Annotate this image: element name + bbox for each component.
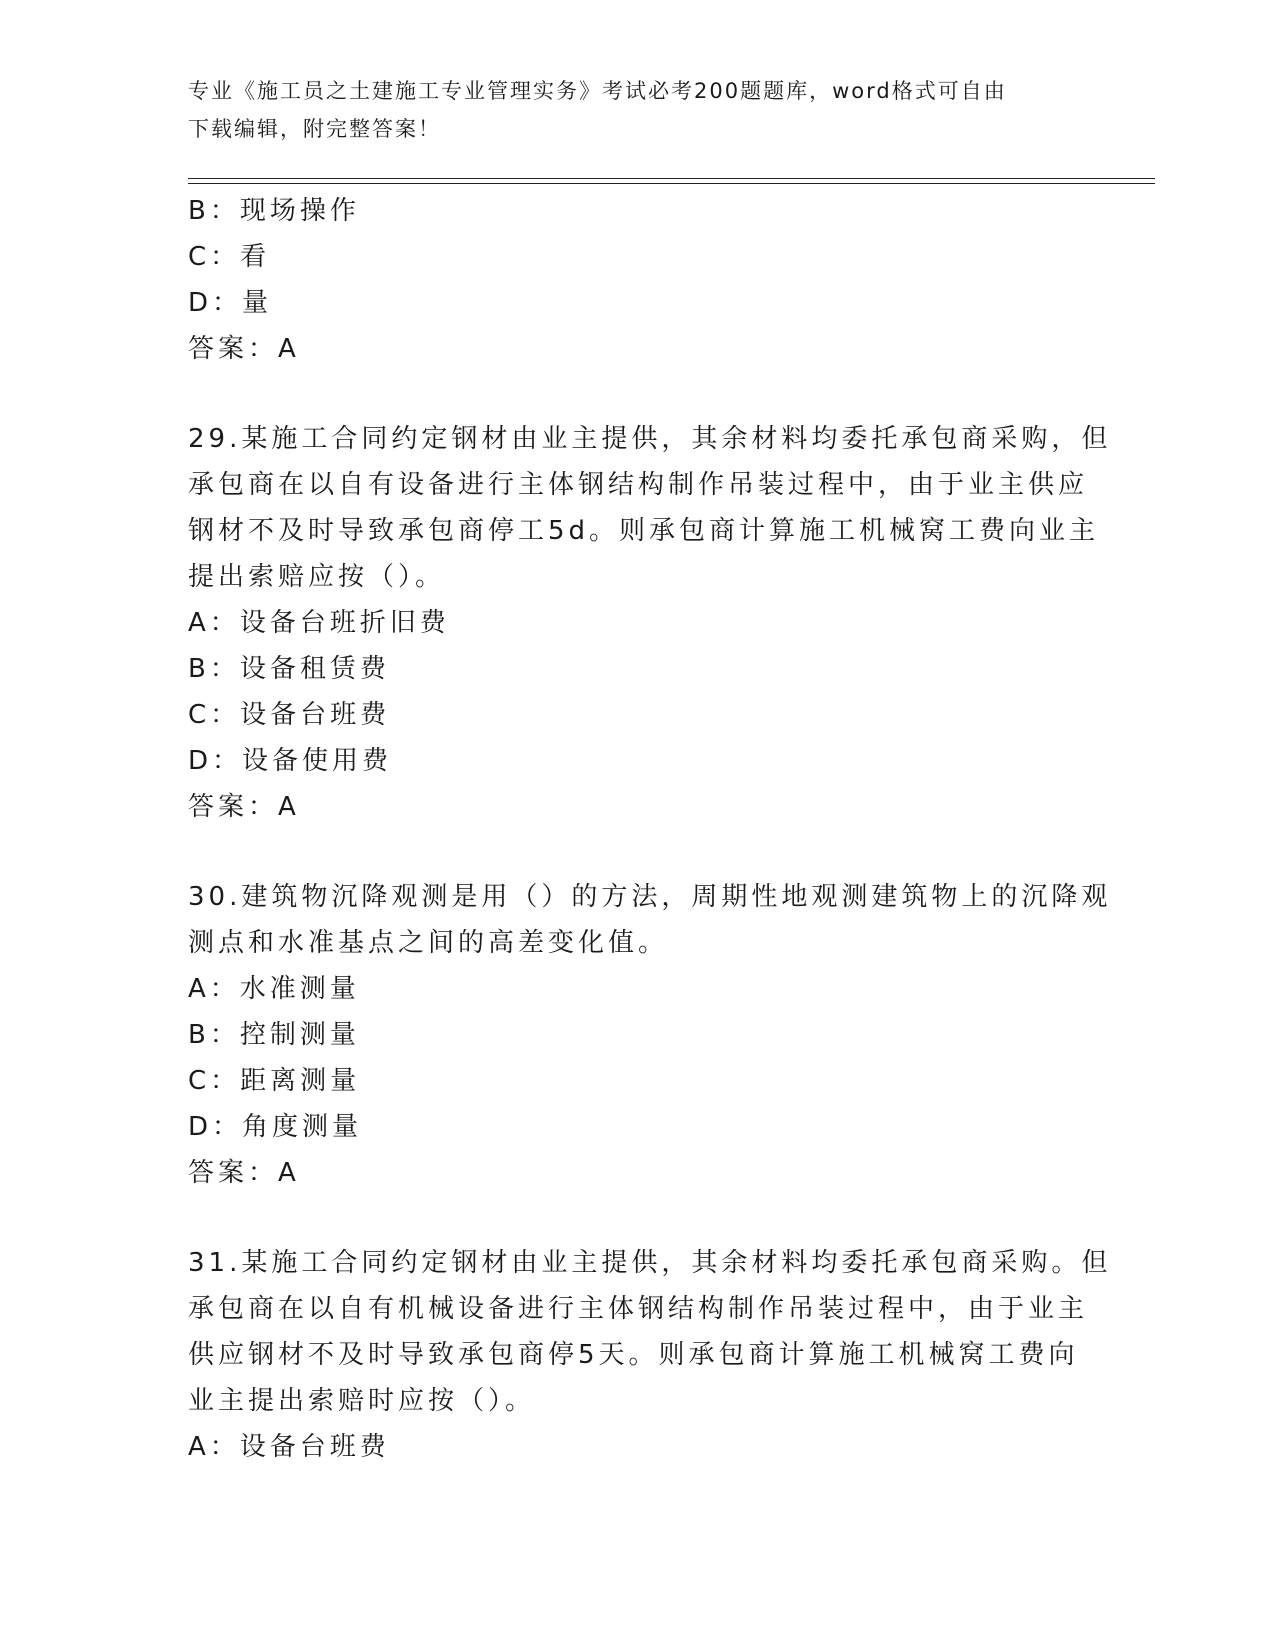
option-a: A：设备台班费: [188, 1432, 390, 1462]
option-b: B：现场操作: [188, 196, 360, 226]
document-header: [188, 72, 1068, 148]
option-c: C：距离测量: [188, 1066, 361, 1096]
option-c: C：看: [188, 242, 271, 272]
option-b: B：设备租赁费: [188, 654, 390, 684]
header-line-1: 专业《施工员之土建施工专业管理实务》考试必考200题题库，word格式可自由: [188, 79, 1007, 103]
question-line: 29.某施工合同约定钢材由业主提供，其余材料均委托承包商采购，但: [188, 424, 1112, 454]
option-d: D：设备使用费: [188, 746, 393, 776]
option-a: A：水准测量: [188, 974, 360, 1004]
answer: 答案：A: [188, 334, 300, 364]
question-spacer: [188, 1196, 1088, 1240]
question-line: 承包商在以自有设备进行主体钢结构制作吊装过程中，由于业主供应: [188, 470, 1089, 500]
header-rule-bottom: [188, 183, 1155, 184]
option-d: D：角度测量: [188, 1112, 363, 1142]
question-line: 承包商在以自有机械设备进行主体钢结构制作吊装过程中，由于业主: [188, 1294, 1089, 1324]
question-text: [188, 874, 1112, 966]
option-a: A：设备台班折旧费: [188, 608, 450, 638]
header-line-2: 下载编辑，附完整答案！: [188, 117, 441, 141]
question-spacer: [188, 372, 1088, 416]
answer: 答案：A: [188, 792, 300, 822]
question-line: 钢材不及时导致承包商停工5d。则承包商计算施工机械窝工费向业主: [188, 516, 1100, 546]
question-spacer: [188, 830, 1088, 874]
header-rule-top: [188, 178, 1155, 179]
question-30: [188, 874, 1112, 1196]
option-c: C：设备台班费: [188, 700, 391, 730]
question-28-tail: [188, 188, 1088, 372]
question-line: 供应钢材不及时导致承包商停5天。则承包商计算施工机械窝工费向: [188, 1340, 1079, 1370]
question-line: 测点和水准基点之间的高差变化值。: [188, 928, 669, 958]
question-line: 31.某施工合同约定钢材由业主提供，其余材料均委托承包商采购。但: [188, 1248, 1112, 1278]
option-b: B：控制测量: [188, 1020, 360, 1050]
question-line: 30.建筑物沉降观测是用（）的方法，周期性地观测建筑物上的沉降观: [188, 882, 1112, 912]
question-text: [188, 416, 1112, 600]
question-line: 业主提出索赔时应按（）。: [188, 1386, 536, 1416]
question-31: [188, 1240, 1112, 1470]
question-text: [188, 1240, 1112, 1424]
question-line: 提出索赔应按（）。: [188, 562, 446, 592]
option-d: D：量: [188, 288, 273, 318]
answer: 答案：A: [188, 1158, 300, 1188]
question-29: [188, 416, 1112, 830]
document-body: [188, 188, 1112, 1470]
